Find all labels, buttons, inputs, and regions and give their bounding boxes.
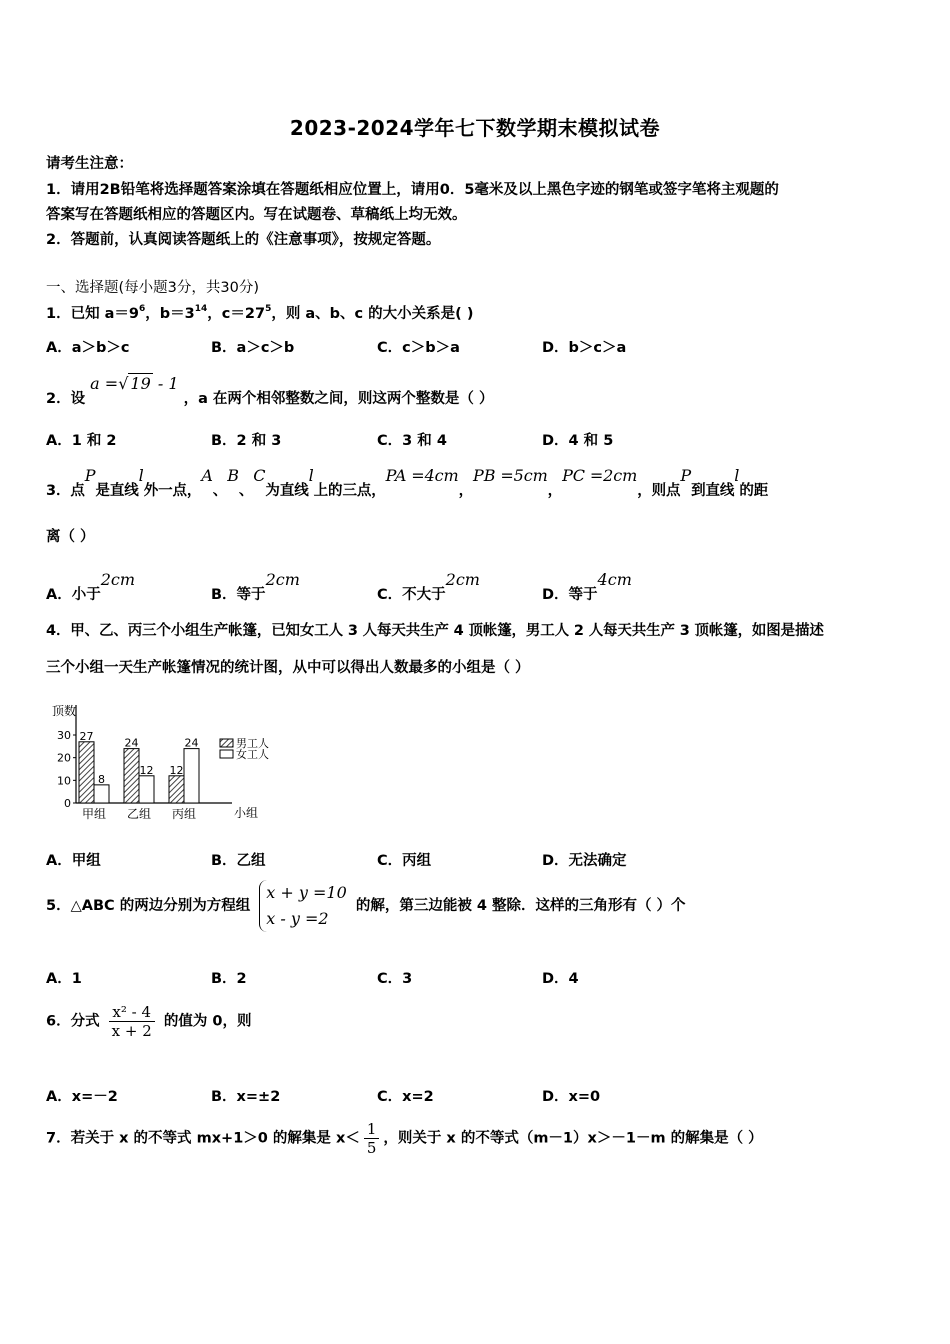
q1-text-c: ，c＝27 <box>207 306 266 322</box>
q3-text-h: 的距 <box>739 483 769 499</box>
question-1 <box>46 302 474 323</box>
q7-text-b: ，则关于 x 的不等式（m－1）x＞－1－m 的解集是（ ） <box>383 1130 763 1147</box>
q2-option-a: A．1 和 2 <box>46 433 117 449</box>
q1-text-b: ，b＝3 <box>145 306 195 322</box>
section-heading: 一、选择题(每小题3分，共30分) <box>46 280 259 296</box>
q3-option-c-value: 2cm <box>445 570 480 589</box>
q7-text-a: 7．若关于 x 的不等式 mx+1＞0 的解集是 x＜ <box>46 1130 360 1147</box>
q6-option-a: A．x=－2 <box>46 1089 118 1105</box>
q3-text-e: 上的三点， <box>313 483 386 499</box>
bar <box>184 749 199 803</box>
bar <box>139 776 154 803</box>
q3-point-c: C <box>253 466 266 485</box>
q3-sep-2: 、 <box>238 483 254 499</box>
q5-option-a: A．1 <box>46 971 82 987</box>
q6-fraction <box>109 1003 155 1040</box>
q2-radicand: 19 <box>130 374 151 393</box>
q2-formula-rest: - 1 <box>157 374 179 393</box>
q3-option-c <box>377 570 480 604</box>
q3-comma-1: ， <box>458 483 474 499</box>
q3-text-a: 3．点 <box>46 483 85 499</box>
q5-text-b: 的解，第三边能被 4 整除．这样的三角形有（ ）个 <box>355 898 686 914</box>
bar <box>79 742 94 803</box>
y-axis-label: 顶数 <box>52 704 77 718</box>
q3-option-d-label: D．等于 <box>542 587 598 603</box>
question-6 <box>46 1003 251 1040</box>
q4-option-b: B．乙组 <box>211 853 266 869</box>
q4-line-2: 三个小组一天生产帐篷情况的统计图，从中可以得出人数最多的小组是（ ） <box>46 660 530 676</box>
q3-point-b: B <box>227 466 239 485</box>
data-label: 8 <box>98 772 105 786</box>
q6-denominator: x + 2 <box>111 1022 152 1040</box>
data-label: 12 <box>169 763 184 777</box>
q1-option-c: C．c＞b＞a <box>377 340 460 356</box>
q3-option-a-label: A．小于 <box>46 587 101 603</box>
q3-text-g: 到直线 <box>691 483 735 499</box>
question-2 <box>46 374 493 408</box>
q3-option-a <box>46 570 135 604</box>
q6-numerator: x² - 4 <box>109 1003 155 1022</box>
q3-option-c-label: C．不大于 <box>377 587 446 603</box>
question-3 <box>46 466 768 500</box>
bar <box>94 785 109 803</box>
q3-text-f: ，则点 <box>637 483 681 499</box>
data-label: 27 <box>79 729 94 743</box>
q1-option-d: D．b＞c＞a <box>542 340 627 356</box>
q3-option-b-value: 2cm <box>265 570 300 589</box>
notice-line-2: 答案写在答题纸相应的答题区内。写在试题卷、草稿纸上均无效。 <box>46 207 467 223</box>
q3-line-l-2: l <box>308 466 314 485</box>
q5-option-d: D．4 <box>542 971 579 987</box>
q1-text-a: 1．已知 a＝9 <box>46 306 140 322</box>
q2-text-a: 2．设 <box>46 391 86 407</box>
q1-option-b: B．a＞c＞b <box>211 340 295 356</box>
q3-line-2: 离（ ） <box>46 529 95 545</box>
notice-line-1: 1．请用2B铅笔将选择题答案涂填在答题纸相应位置上，请用0．5毫米及以上黑色字迹的钢笔或签字笔将主观题的 <box>46 182 779 198</box>
question-5 <box>46 880 686 932</box>
q3-sep-1: 、 <box>212 483 228 499</box>
y-tick-label: 10 <box>57 774 71 788</box>
q3-point-p-2: P <box>680 466 692 485</box>
q6-text-b: 的值为 0，则 <box>163 1013 252 1030</box>
q3-pb: PB =5cm <box>473 466 548 485</box>
q3-point-p: P <box>84 466 96 485</box>
q3-option-d <box>542 570 632 604</box>
q2-text-b: ，a 在两个相邻整数之间，则这两个整数是（ ） <box>183 391 494 407</box>
x-axis-label: 小组 <box>234 806 259 820</box>
q3-pa: PA =4cm <box>385 466 459 485</box>
data-label: 24 <box>184 736 199 750</box>
question-7 <box>46 1120 763 1157</box>
q3-text-d: 为直线 <box>265 483 309 499</box>
q3-option-b-label: B．等于 <box>211 587 266 603</box>
data-label: 12 <box>139 763 154 777</box>
q3-text-c: 外一点， <box>143 483 202 499</box>
category-label: 乙组 <box>126 807 152 821</box>
equation-system <box>259 880 347 932</box>
q4-option-a: A．甲组 <box>46 853 101 869</box>
q5-option-c: C．3 <box>377 971 413 987</box>
q2-option-c: C．3 和 4 <box>377 433 447 449</box>
q3-option-a-value: 2cm <box>100 570 136 589</box>
notice-heading: 请考生注意： <box>46 156 133 172</box>
q3-option-b <box>211 570 300 604</box>
q3-comma-2: ， <box>547 483 563 499</box>
q3-line-l: l <box>138 466 144 485</box>
q4-option-d: D．无法确定 <box>542 853 627 869</box>
data-label: 24 <box>124 736 139 750</box>
q3-pc: PC =2cm <box>562 466 638 485</box>
q2-formula <box>90 373 178 393</box>
q1-exp-b: 14 <box>194 304 208 314</box>
equation-1: x + y =10 <box>266 883 347 902</box>
bar-chart <box>40 695 290 825</box>
q3-line-l-3: l <box>734 466 740 485</box>
q7-numerator: 1 <box>364 1120 380 1139</box>
page-title: 2023-2024学年七下数学期末模拟试卷 <box>289 116 661 140</box>
category-label: 丙组 <box>171 807 197 821</box>
q4-option-c: C．丙组 <box>377 853 432 869</box>
q3-point-a: A <box>201 466 213 485</box>
q3-option-d-value: 4cm <box>597 570 632 589</box>
legend-label: 男工人 <box>236 737 269 750</box>
legend-swatch <box>220 750 233 758</box>
q4-line-1: 4．甲、乙、丙三个小组生产帐篷，已知女工人 3 人每天共生产 4 顶帐篷，男工人 2 人每天共生产 3 顶帐篷，如图是描述 <box>46 623 824 639</box>
legend-swatch <box>220 739 233 747</box>
q1-text-d: ，则 a、b、c 的大小关系是( ) <box>271 306 474 322</box>
bar <box>124 749 139 803</box>
q6-text-a: 6．分式 <box>46 1013 100 1030</box>
notice-line-3: 2．答题前，认真阅读答题纸上的《注意事项》，按规定答题。 <box>46 232 441 248</box>
q2-formula-lhs: a = <box>90 374 119 393</box>
q1-option-a: A．a＞b＞c <box>46 340 130 356</box>
q5-text-a: 5．△ABC 的两边分别为方程组 <box>46 898 251 914</box>
q5-option-b: B．2 <box>211 971 247 987</box>
q6-option-c: C．x=2 <box>377 1089 434 1105</box>
category-label: 甲组 <box>81 807 107 821</box>
legend-label: 女工人 <box>236 748 269 761</box>
q6-option-b: B．x=±2 <box>211 1089 281 1105</box>
q2-option-b: B．2 和 3 <box>211 433 282 449</box>
q1-exp-a: 6 <box>139 304 146 314</box>
q2-option-d: D．4 和 5 <box>542 433 614 449</box>
q3-text-b: 是直线 <box>95 483 139 499</box>
q6-option-d: D．x=0 <box>542 1089 601 1105</box>
q7-fraction <box>364 1120 380 1157</box>
q7-denominator: 5 <box>366 1139 377 1157</box>
q1-exp-c: 5 <box>265 304 272 314</box>
bar <box>169 776 184 803</box>
equation-2: x - y =2 <box>266 909 329 928</box>
sqrt-icon: √ <box>118 374 129 393</box>
y-tick-label: 30 <box>57 729 71 742</box>
y-tick-label: 20 <box>57 751 71 765</box>
y-tick-label: 0 <box>64 797 71 810</box>
